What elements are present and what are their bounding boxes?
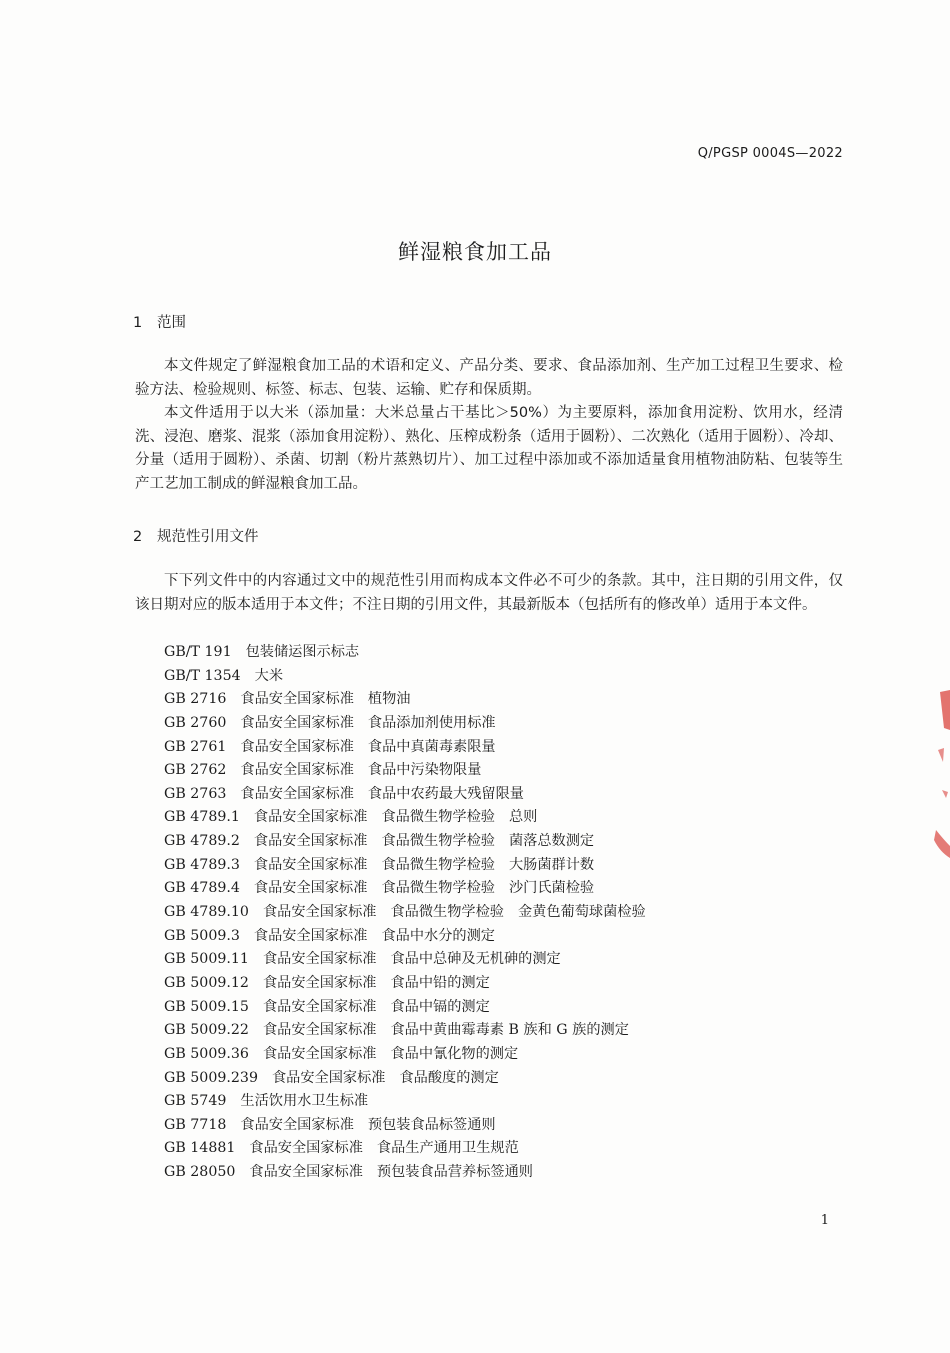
reference-item <box>164 712 646 736</box>
reference-subtitle: 食品中铅的测定 <box>390 974 490 991</box>
reference-list <box>164 641 646 1185</box>
reference-title: 食品安全国家标准 <box>253 856 368 873</box>
document-title: 鲜湿粮食加工品 <box>398 240 552 264</box>
section-number: 1 <box>133 315 143 331</box>
reference-title: 食品安全国家标准 <box>240 762 354 779</box>
page-number: 1 <box>820 1213 829 1228</box>
reference-subtitle: 食品微生物学检验 <box>381 880 495 897</box>
scope-paragraph-2: 本文件适用于以大米（添加量：大米总量占干基比＞50%）为主要原料，添加食用淀粉、饮用水，经清洗、浸泡、磨浆、混浆（添加食用淀粉）、熟化、压榨成粉条（适用于圆粉）、二次熟化（适用于圆粉）、冷却、分量（适用于圆粉）、杀菌、切割（粉片蒸熟切片）、加工过程中添加或不添加适量食用植物油防粘、包装等生产工艺加工制成的鲜湿粮食加工品。 <box>135 405 843 492</box>
reference-title: 食品安全国家标准 <box>249 1140 363 1157</box>
reference-item <box>164 948 646 972</box>
reference-title: 食品安全国家标准 <box>262 904 377 921</box>
stamp-edge-mark <box>930 690 950 860</box>
reference-title: 生活饮用水卫生标准 <box>240 1093 369 1110</box>
reference-subtitle: 食品微生物学检验 <box>381 809 495 826</box>
reference-subtitle: 食品添加剂使用标准 <box>367 714 496 731</box>
reference-item <box>164 901 646 925</box>
reference-code: GB 7718 <box>164 1116 227 1133</box>
reference-item <box>164 736 646 760</box>
reference-code: GB 5009.36 <box>164 1045 249 1062</box>
reference-code: GB 4789.1 <box>164 809 240 826</box>
reference-title: 包装储运图示标志 <box>245 644 360 660</box>
reference-code: GB 2763 <box>164 785 227 802</box>
reference-subtitle-2: 金黄色葡萄球菌检验 <box>517 904 646 921</box>
references-intro-paragraph: 下下列文件中的内容通过文中的规范性引用而构成本文件必不可少的条款。其中，注日期的引用文件，仅该日期对应的版本适用于本文件；不注日期的引用文件，其最新版本（包括所有的修改单）适用于本文件。 <box>135 573 843 613</box>
reference-code: GB 5749 <box>164 1093 227 1110</box>
reference-item <box>164 665 646 689</box>
reference-subtitle-2: 菌落总数测定 <box>508 833 595 850</box>
reference-code: GB 2716 <box>164 691 227 708</box>
reference-code: GB 2762 <box>164 762 227 779</box>
reference-title: 食品安全国家标准 <box>253 927 368 944</box>
reference-subtitle: 食品中镉的测定 <box>390 998 490 1015</box>
reference-title: 食品安全国家标准 <box>262 951 377 968</box>
reference-code: GB 5009.239 <box>164 1069 258 1086</box>
section-title: 范围 <box>157 315 186 331</box>
scope-paragraph-1: 本文件规定了鲜湿粮食加工品的术语和定义、产品分类、要求、食品添加剂、生产加工过程卫生要求、检验方法、检验规则、标签、标志、包装、运输、贮存和保质期。 <box>135 358 843 398</box>
reference-title: 食品安全国家标准 <box>240 691 354 708</box>
reference-subtitle: 预包装食品营养标签通则 <box>376 1164 533 1181</box>
reference-code: GB 4789.3 <box>164 856 240 873</box>
reference-title: 食品安全国家标准 <box>262 998 377 1015</box>
reference-subtitle-2: 大肠菌群计数 <box>508 856 595 873</box>
reference-item <box>164 1067 646 1091</box>
reference-subtitle: 食品微生物学检验 <box>381 833 495 850</box>
reference-item <box>164 783 646 807</box>
reference-item <box>164 996 646 1020</box>
reference-title: 食品安全国家标准 <box>271 1069 386 1086</box>
reference-subtitle-2: 沙门氏菌检验 <box>508 880 595 897</box>
reference-item <box>164 806 646 830</box>
reference-item <box>164 830 646 854</box>
reference-code: GB 4789.10 <box>164 904 249 921</box>
reference-title: 食品安全国家标准 <box>240 785 354 802</box>
reference-title: 食品安全国家标准 <box>249 1164 363 1181</box>
reference-item <box>164 1090 646 1114</box>
reference-code: GB 5009.22 <box>164 1022 249 1039</box>
reference-code: GB 5009.12 <box>164 974 249 991</box>
reference-subtitle: 食品中农药最大残留限量 <box>367 785 524 802</box>
reference-item <box>164 925 646 949</box>
reference-title: 食品安全国家标准 <box>240 714 354 731</box>
section-heading-normative-references <box>133 525 259 546</box>
reference-item <box>164 1043 646 1067</box>
reference-subtitle-2: 总则 <box>508 809 538 826</box>
reference-subtitle: 食品中污染物限量 <box>367 762 482 779</box>
reference-title: 食品安全国家标准 <box>240 1116 354 1133</box>
reference-code: GB 5009.3 <box>164 927 240 944</box>
reference-title: 食品安全国家标准 <box>262 974 377 991</box>
reference-subtitle: 食品酸度的测定 <box>399 1069 499 1086</box>
reference-subtitle: 食品中总砷及无机砷的测定 <box>390 951 561 968</box>
reference-subtitle: 植物油 <box>367 691 411 708</box>
reference-code: GB/T 191 <box>164 644 232 660</box>
section-heading-scope <box>133 311 186 332</box>
reference-title: 食品安全国家标准 <box>262 1045 377 1062</box>
reference-title: 食品安全国家标准 <box>253 833 368 850</box>
reference-code: GB 2760 <box>164 714 227 731</box>
reference-code: GB 4789.4 <box>164 880 240 897</box>
document-code: Q/PGSP 0004S—2022 <box>697 146 843 161</box>
reference-item <box>164 972 646 996</box>
reference-code: GB/T 1354 <box>164 667 241 684</box>
reference-item <box>164 688 646 712</box>
reference-title: 食品安全国家标准 <box>240 738 354 755</box>
reference-code: GB 14881 <box>164 1140 236 1157</box>
reference-item <box>164 854 646 878</box>
reference-subtitle: 食品生产通用卫生规范 <box>376 1140 519 1157</box>
reference-code: GB 28050 <box>164 1164 236 1181</box>
reference-item <box>164 759 646 783</box>
reference-subtitle: 食品微生物学检验 <box>381 856 495 873</box>
reference-title: 食品安全国家标准 <box>253 809 368 826</box>
reference-code: GB 5009.11 <box>164 951 249 968</box>
section-title: 规范性引用文件 <box>157 529 259 545</box>
reference-subtitle: 食品中真菌毒素限量 <box>367 738 496 755</box>
reference-subtitle: 食品中氰化物的测定 <box>390 1045 519 1062</box>
reference-title: 食品安全国家标准 <box>262 1022 377 1039</box>
section-number: 2 <box>133 529 143 545</box>
reference-item <box>164 1114 646 1138</box>
reference-subtitle: 食品中水分的测定 <box>381 927 495 944</box>
reference-code: GB 2761 <box>164 738 227 755</box>
reference-item <box>164 1019 646 1043</box>
reference-code: GB 5009.15 <box>164 998 249 1015</box>
reference-code: GB 4789.2 <box>164 833 240 850</box>
reference-item <box>164 1161 646 1185</box>
reference-title: 食品安全国家标准 <box>253 880 368 897</box>
reference-subtitle: 预包装食品标签通则 <box>367 1116 496 1133</box>
reference-title: 大米 <box>254 667 284 684</box>
reference-subtitle: 食品微生物学检验 <box>390 904 504 921</box>
reference-item <box>164 641 646 665</box>
reference-item <box>164 877 646 901</box>
reference-item <box>164 1137 646 1161</box>
reference-subtitle: 食品中黄曲霉毒素 B 族和 G 族的测定 <box>390 1022 629 1039</box>
